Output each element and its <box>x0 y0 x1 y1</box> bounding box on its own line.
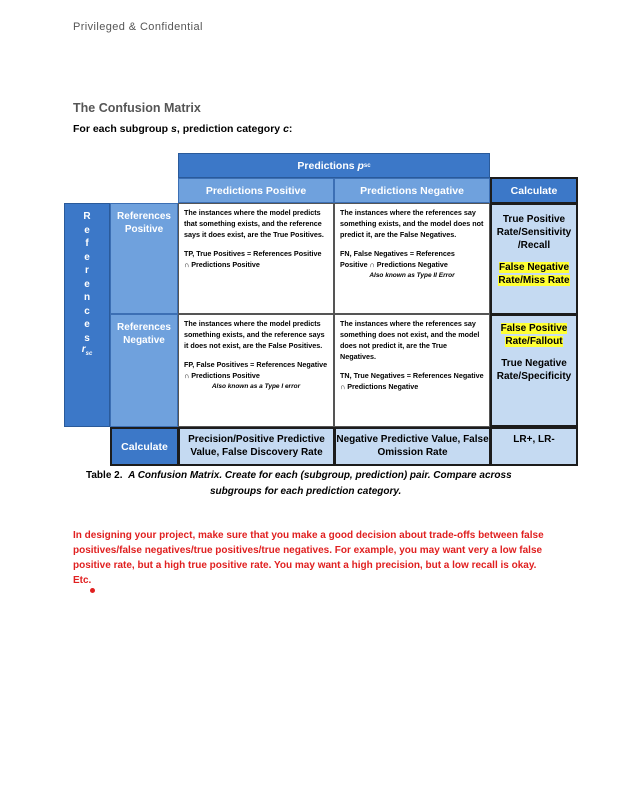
calc-references-negative: False Positive Rate/Fallout True Negative Rate/Specificity <box>490 314 578 427</box>
section-subtitle: For each subgroup s, prediction category c: <box>73 123 293 135</box>
table-caption: Table 2. A Confusion Matrix. Create for each (subgroup, prediction) pair. Compare across subgroups for each prediction category. <box>86 470 512 497</box>
col-header-predictions-positive: Predictions Positive <box>178 178 334 203</box>
calc-predictions-negative: Negative Predictive Value, False Omission Rate <box>334 427 491 466</box>
page-header: Privileged & Confidential <box>73 21 203 33</box>
references-letter: e <box>84 224 90 236</box>
predictions-header: Predictions p sc <box>178 153 490 178</box>
references-letter: n <box>83 292 91 303</box>
references-letter: e <box>84 319 90 330</box>
references-letter: r <box>85 265 89 276</box>
calc-corner: LR+, LR- <box>490 427 578 466</box>
references-letter: s <box>84 332 90 344</box>
references-letter: e <box>84 278 90 290</box>
references-side-header: R e f e r e n c e s $r_{sc}$ <box>64 203 110 427</box>
row-header-calculate: Calculate <box>110 427 179 466</box>
row-header-references-positive: References Positive <box>110 203 178 314</box>
row-header-references-negative: References Negative <box>110 314 178 427</box>
true-positive-cell: The instances where the model predicts that something exists, and the reference says it does exist, are the True Positives. TP, True Positives = References Positive ∩ Predictions Positive <box>178 203 334 314</box>
design-note: In designing your project, make sure that you make a good decision about trade-offs between false positives/false negatives/true positives/true negatives. For example, you may want very a low false positive rate, but a high true positive rate. You may want a high precision, but a low recall is okay. Etc. <box>73 530 544 586</box>
references-letter: e <box>84 251 90 263</box>
false-negative-cell: The instances where the references say something exists, and the model does not predict it, are the False Negatives. FN, False Negatives = References Positive ∩ Predictions Negative Also known as Type II Error <box>334 203 490 314</box>
col-header-predictions-negative: Predictions Negative <box>334 178 490 203</box>
false-positive-cell: The instances where the model predicts something exists, and the reference says it does not exist, are the False Positives. FP, False Positives = References Negative ∩ Predictions Positive Also known as a Type I error <box>178 314 334 427</box>
calc-references-positive: True Positive Rate/Sensitivity /Recall False Negative Rate/Miss Rate <box>490 203 578 315</box>
section-title: The Confusion Matrix <box>73 101 201 115</box>
references-letter: c <box>84 305 90 317</box>
bullet-point <box>90 588 95 593</box>
true-negative-cell: The instances where the references say something does not exist, and the model does not predict it, are the True Negatives. TN, True Negatives = References Negative ∩ Predictions Negative <box>334 314 490 427</box>
references-letter: R <box>83 211 91 222</box>
calc-predictions-positive: Precision/Positive Predictive Value, False Discovery Rate <box>178 427 335 466</box>
col-header-calculate: Calculate <box>490 177 578 204</box>
references-letter: f <box>85 238 89 249</box>
